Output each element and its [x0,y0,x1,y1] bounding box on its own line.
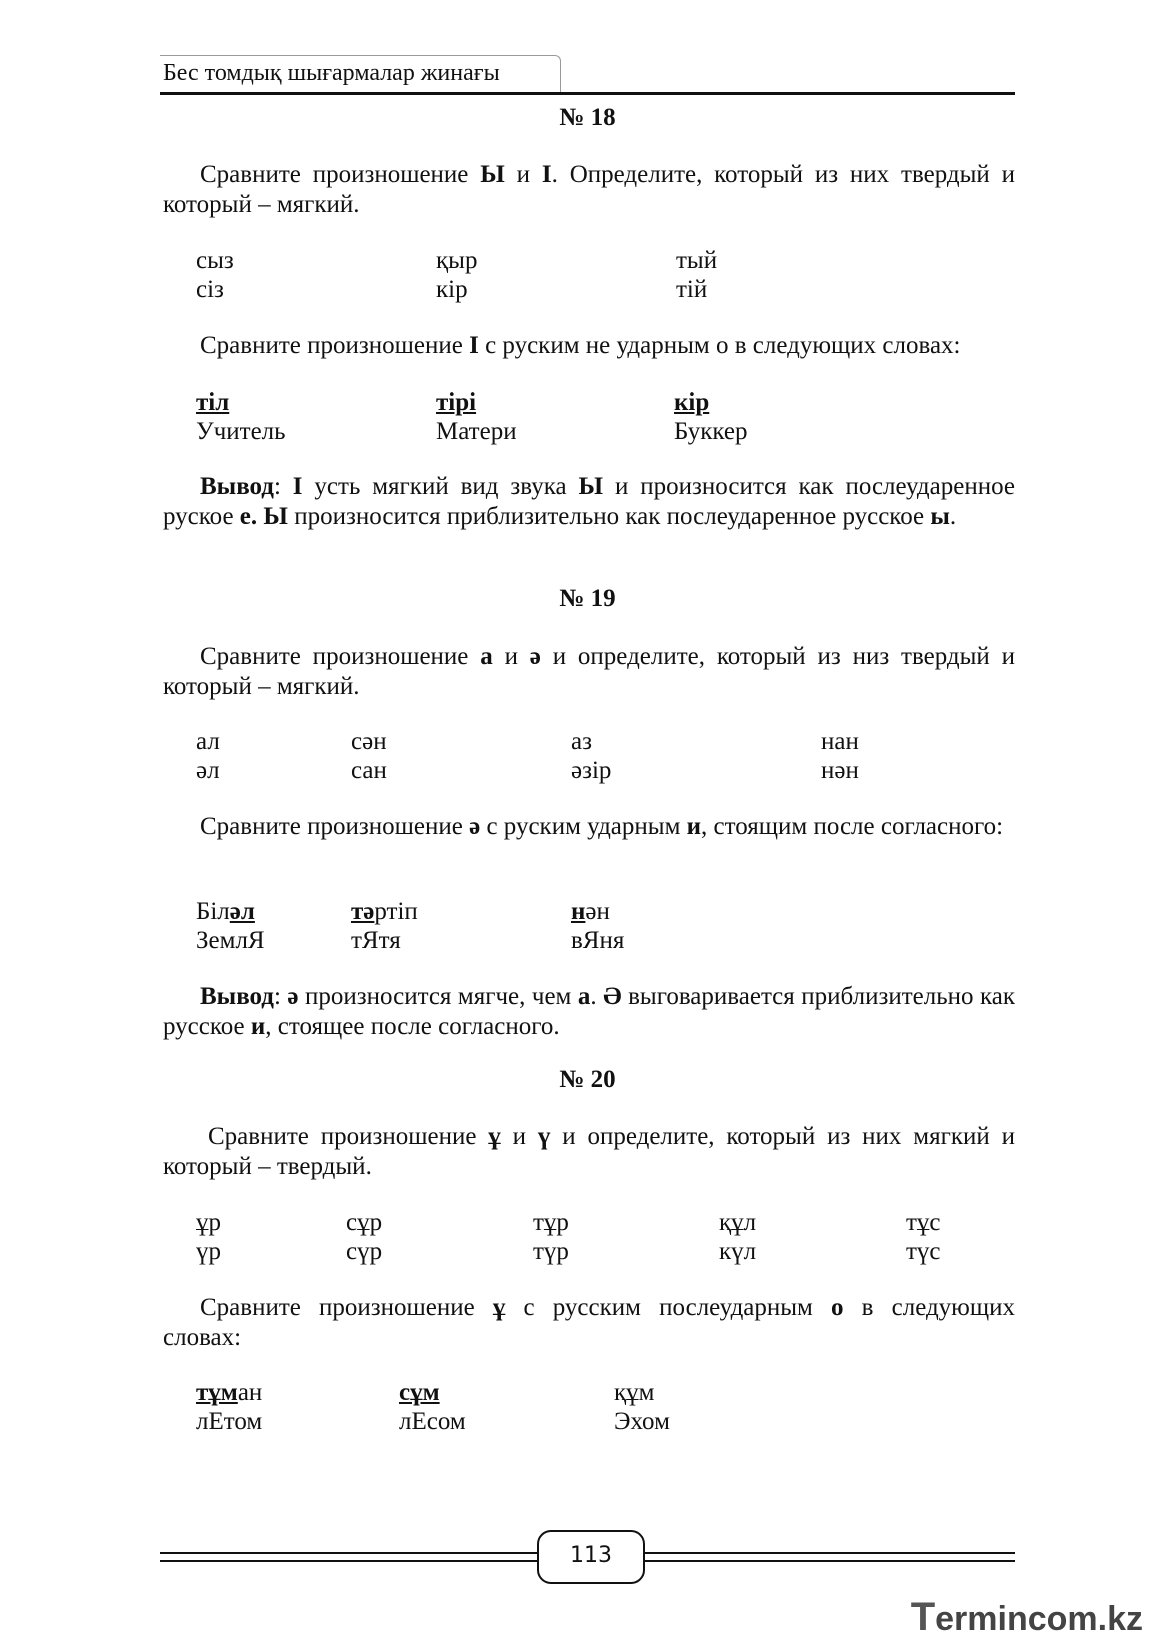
word: түс [906,1238,941,1265]
paragraph-20-1: Сравните произношение ұ и ү и определите, который из них мягкий и который – твердый. [163,1123,1015,1180]
paragraph-20-2: Сравните произношение ұ с русским послеударным о в следующих словах: [163,1294,1015,1351]
header-rule [160,92,1015,95]
word: сұм [399,1379,440,1406]
word: сұр [346,1209,383,1236]
word: тұс [906,1209,941,1236]
word: вЯня [571,927,625,954]
paragraph-18-2: Сравните произношение І с руским не ударным о в следующих словах: [200,332,961,359]
word: кір [674,389,710,416]
word: лЕтом [196,1408,263,1435]
word: тЯтя [351,927,401,954]
word: үр [196,1238,221,1265]
site-watermark-logo: Termincom.kz [910,1595,1143,1639]
word: түр [533,1238,569,1265]
footer-rule-right [641,1552,1015,1562]
word: Буккер [674,418,748,445]
word: тұман [196,1379,263,1406]
paragraph-19-1: Сравните произношение а и ә и определите, который из низ твердый и который – мягкий. [163,643,1015,700]
word: тіл [196,389,230,416]
word: Учитель [196,418,286,445]
footer-rule-left [160,1552,537,1562]
word: қыр [436,247,478,274]
section-number-18: № 18 [559,104,616,131]
word: сүр [346,1238,383,1265]
paragraph-19-2: Сравните произношение ә с руским ударным и, стоящим после согласного: [200,813,1004,840]
word: аз [571,728,592,755]
word: Эхом [614,1408,670,1435]
word: кір [436,276,468,303]
section-number-19: № 19 [559,585,616,612]
word: нән [821,757,859,784]
word: ал [196,728,220,755]
word: күл [719,1238,757,1265]
word: Біләл [196,898,255,925]
word: ұр [196,1209,221,1236]
paragraph-19-conclusion: Вывод: ә произносится мягче, чем а. Ә выговаривается приблизительно как русское и, стоящее после согласного. [163,983,1015,1040]
word: әзір [571,757,612,784]
paragraph-18-1: Сравните произношение Ы и І. Определите, который из них твердый и который – мягкий. [163,161,1015,218]
word: тірі [436,389,477,416]
word: әл [196,757,220,784]
word: тұр [533,1209,569,1236]
word: тій [676,276,708,303]
word: ЗемлЯ [196,927,265,954]
page-number: 113 [537,1530,645,1584]
word: тәртіп [351,898,418,925]
section-number-20: № 20 [559,1066,616,1093]
word: тый [676,247,718,274]
word: нан [821,728,859,755]
word: сән [351,728,387,755]
word: нән [571,898,610,925]
paragraph-18-conclusion: Вывод: І усть мягкий вид звука Ы и произносится как послеударенное руское е. Ы произносится приблизительно как послеударенное русское ы. [163,473,1015,530]
word: лЕсом [399,1408,466,1435]
running-header: Бес томдық шығармалар жинағы [163,60,500,86]
word: сан [351,757,387,784]
word: сыз [196,247,234,274]
word: құм [614,1379,655,1406]
word: сіз [196,276,224,303]
word: Матери [436,418,517,445]
word: құл [719,1209,757,1236]
